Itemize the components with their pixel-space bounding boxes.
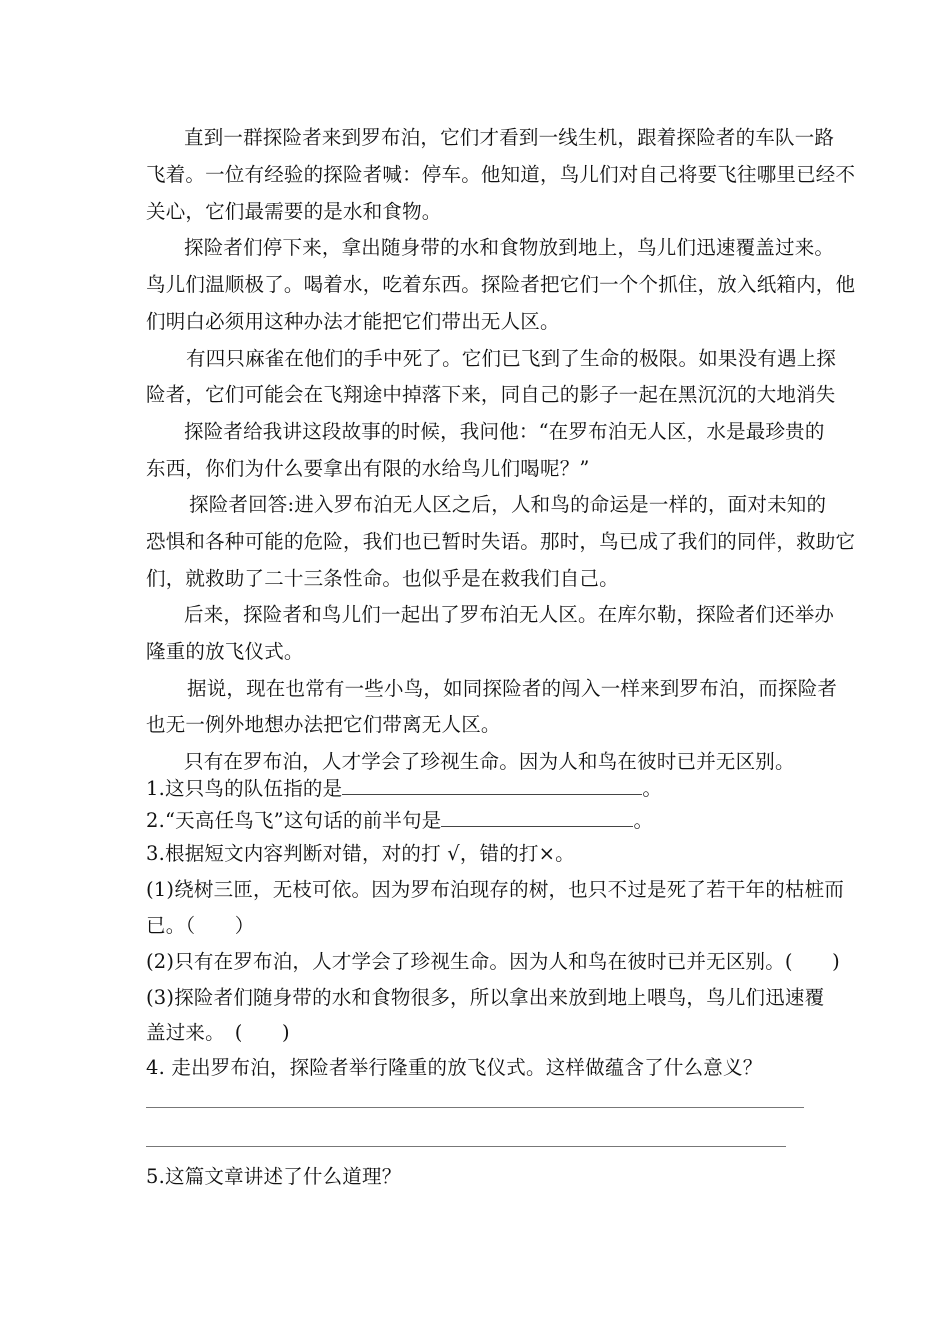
passage-line: 只有在罗布泊，人才学会了珍视生命。因为人和鸟在彼时已并无区别。 [184,750,795,773]
question-1 [146,776,662,802]
question-4: 4. 走出罗布泊，探险者举行隆重的放飞仪式。这样做蕴含了什么意义？ [146,1056,763,1079]
question-3-item-1: (1)绕树三匝，无枝可依。因为罗布泊现存的树，也只不过是死了若干年的枯桩而 [146,878,845,901]
passage-line: 们，就救助了二十三条性命。也似乎是在救我们自己。 [146,567,619,590]
passage-line: 飞着。一位有经验的探险者喊：停车。他知道，鸟儿们对自己将要飞往哪里已经不 [146,163,856,186]
question-1-text: 1.这只鸟的队伍指的是 [146,777,343,800]
answer-blank-1[interactable] [342,778,642,795]
passage-line: 恐惧和各种可能的危险，我们也已暂时失语。那时，鸟已成了我们的同伴，救助它 [146,530,856,553]
passage-line: 也无一例外地想办法把它们带离无人区。 [146,713,501,736]
question-5: 5.这篇文章讲述了什么道理？ [146,1165,402,1188]
passage-line: 东西，你们为什么要拿出有限的水给鸟儿们喝呢？” [146,457,590,480]
question-2 [146,808,653,834]
passage-line: 们明白必须用这种办法才能把它们带出无人区。 [146,310,560,333]
passage-line: 直到一群探险者来到罗布泊，它们才看到一线生机，跟着探险者的车队一路 [184,126,835,149]
passage-line: 险者，它们可能会在飞翔途中掉落下来，同自己的影子一起在黑沉沉的大地消失 [146,383,836,406]
passage-line: 有四只麻雀在他们的手中死了。它们已飞到了生命的极限。如果没有遇上探 [186,347,837,370]
question-2-text: 2.“天高任鸟飞”这句话的前半句是 [146,809,442,832]
passage-line: 据说，现在也常有一些小鸟，如同探险者的闯入一样来到罗布泊，而探险者 [187,677,838,700]
answer-line-4b[interactable] [146,1146,786,1147]
passage-line: 探险者们停下来，拿出随身带的水和食物放到地上，鸟儿们迅速覆盖过来。 [184,236,835,259]
question-3-item-3-cont: 盖过来。 ( ) [146,1021,290,1044]
question-3: 3.根据短文内容判断对错，对的打 √，错的打×。 [146,842,575,865]
passage-line: 关心，它们最需要的是水和食物。 [146,200,442,223]
question-3-item-1-cont: 已。（ ） [146,914,255,937]
question-3-item-2: (2)只有在罗布泊，人才学会了珍视生命。因为人和鸟在彼时已并无区别。( ) [146,950,840,973]
passage-line: 鸟儿们温顺极了。喝着水，吃着东西。探险者把它们一个个抓住，放入纸箱内，他 [146,273,856,296]
passage-line: 探险者回答:进入罗布泊无人区之后，人和鸟的命运是一样的，面对未知的 [189,493,827,516]
question-2-end: 。 [633,809,654,832]
answer-line-4a[interactable] [146,1107,804,1108]
question-1-end: 。 [642,777,663,800]
answer-blank-2[interactable] [441,810,633,827]
passage-line: 隆重的放飞仪式。 [146,640,304,663]
passage-line: 后来，探险者和鸟儿们一起出了罗布泊无人区。在库尔勒，探险者们还举办 [184,603,835,626]
question-3-item-3: (3)探险者们随身带的水和食物很多，所以拿出来放到地上喂鸟，鸟儿们迅速覆 [146,986,825,1009]
passage-line: 探险者给我讲这段故事的时候，我问他：“在罗布泊无人区，水是最珍贵的 [184,420,825,443]
